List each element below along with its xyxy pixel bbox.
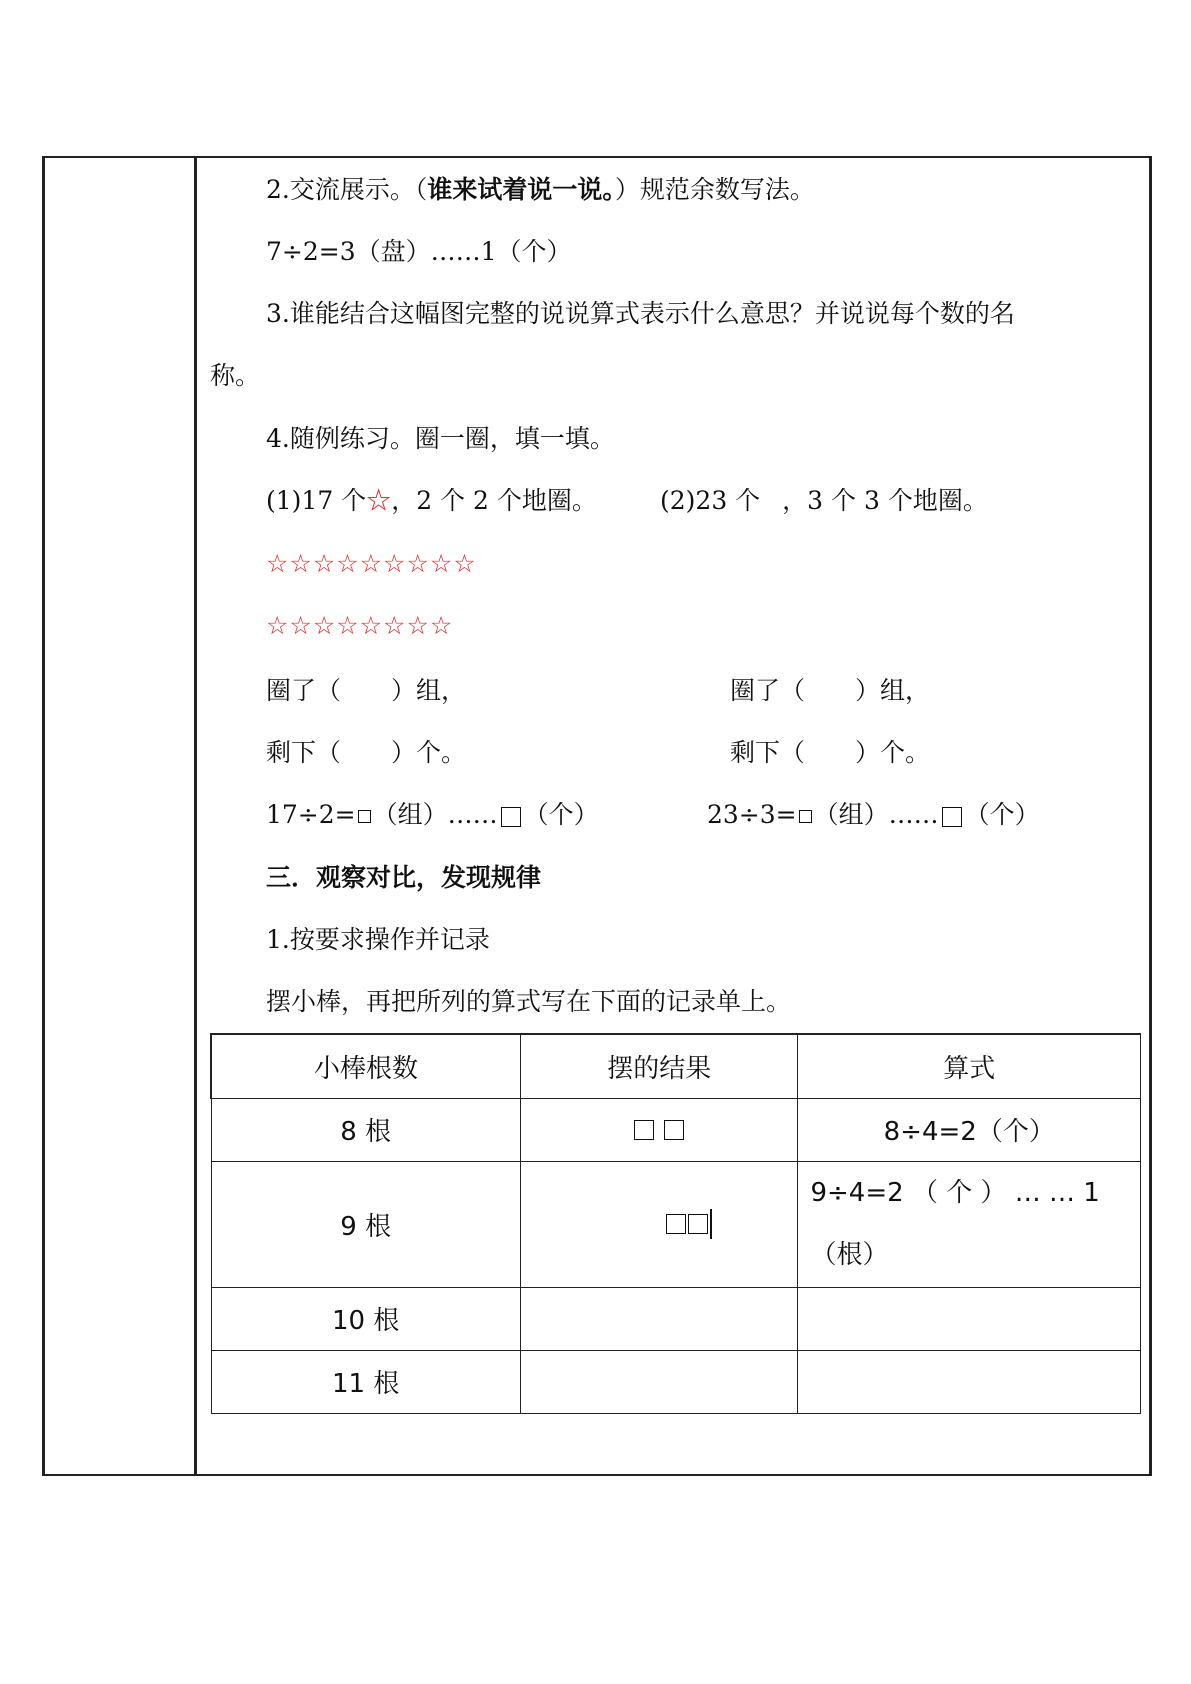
- exercise-1-suffix: ，2 个 2 个地圈。: [391, 486, 597, 515]
- table-row: [211, 1287, 1141, 1350]
- square-icon: [634, 1120, 654, 1140]
- formula-cell: [798, 1161, 1141, 1287]
- exercise-1-prefix: (1)17 个: [266, 486, 367, 515]
- formula-cell[interactable]: [798, 1287, 1141, 1350]
- equation-left-a: 17÷2=: [266, 800, 356, 829]
- missing-shape-icon: [760, 492, 782, 514]
- circled-groups-right: 圈了（ ）组，: [730, 676, 931, 705]
- equation-left-b: （组）……: [372, 800, 498, 829]
- example-equation: 7÷2=3（盘）……1（个）: [266, 237, 572, 266]
- exercise-1-prompt: [266, 485, 597, 517]
- task-1-heading: 1.按要求操作并记录: [266, 925, 490, 954]
- square-icon: [666, 1214, 686, 1234]
- task-1-description: 摆小棒，再把所列的算式写在下面的记录单上。: [266, 987, 792, 1016]
- formula-cell[interactable]: [798, 1350, 1141, 1413]
- star-icon: ☆: [366, 486, 392, 515]
- stick-count-cell: 11 根: [211, 1350, 520, 1413]
- equation-right: [707, 799, 1040, 831]
- equation-right-b: （组）……: [813, 800, 939, 829]
- table-row: [211, 1098, 1141, 1161]
- item-3-continuation: 称。: [210, 361, 261, 390]
- item-2-tail: ）规范余数写法。: [614, 175, 815, 204]
- stick-count-cell: 9 根: [211, 1161, 520, 1287]
- stick-count-cell: 8 根: [211, 1098, 520, 1161]
- item-4-line: 4.随例练习。圈一圈，填一填。: [266, 424, 615, 453]
- header-formula: 算式: [798, 1034, 1141, 1098]
- equation-right-a: 23÷3=: [707, 800, 797, 829]
- square-icon: [688, 1214, 708, 1234]
- stick-count-cell: 10 根: [211, 1287, 520, 1350]
- item-2-prefix: 2.交流展示。（: [266, 175, 428, 204]
- formula-line-2: （根）: [810, 1240, 889, 1270]
- square-icon: [664, 1120, 684, 1140]
- exercise-2-suffix: ，3 个 3 个地圈。: [782, 486, 988, 515]
- table-row: [211, 1350, 1141, 1413]
- equation-left: [266, 799, 599, 831]
- formula-line-1: 9÷4=2 （ 个 ） … … 1: [810, 1178, 1100, 1208]
- answer-box-large: [501, 807, 521, 827]
- section-3-heading: 三．观察对比，发现规律: [266, 863, 542, 892]
- result-cell[interactable]: [520, 1350, 798, 1413]
- result-cell: [520, 1161, 798, 1287]
- exercise-2-prompt: [660, 485, 988, 517]
- answer-box-small: [358, 810, 371, 823]
- item-2-bold: 谁来试着说一说。: [427, 175, 615, 204]
- header-result: 摆的结果: [520, 1034, 798, 1098]
- equation-left-c: （个）: [523, 800, 599, 829]
- record-table: [210, 1033, 1141, 1414]
- table-header-row: [211, 1034, 1141, 1098]
- item-2-line: [266, 174, 815, 206]
- circled-groups-left: 圈了（ ）组，: [266, 676, 467, 705]
- stars-row-2: ☆☆☆☆☆☆☆☆: [266, 611, 454, 640]
- exercise-2-prefix: (2)23 个: [660, 486, 761, 515]
- remaining-right: 剩下（ ）个。: [730, 738, 931, 767]
- result-cell[interactable]: [520, 1287, 798, 1350]
- equation-right-c: （个）: [964, 800, 1040, 829]
- column-divider: [194, 156, 197, 1476]
- answer-box-small: [799, 810, 812, 823]
- formula-cell: 8÷4=2（个）: [798, 1098, 1141, 1161]
- header-stick-count: 小棒根数: [211, 1034, 520, 1098]
- table-row: [211, 1161, 1141, 1287]
- result-cell: [520, 1098, 798, 1161]
- answer-box-large: [942, 807, 962, 827]
- item-3-line: 3.谁能结合这幅图完整的说说算式表示什么意思？并说说每个数的名: [266, 299, 1015, 328]
- stars-row-1: ☆☆☆☆☆☆☆☆☆: [266, 549, 477, 578]
- stick-icon: [710, 1209, 712, 1239]
- remaining-left: 剩下（ ）个。: [266, 738, 467, 767]
